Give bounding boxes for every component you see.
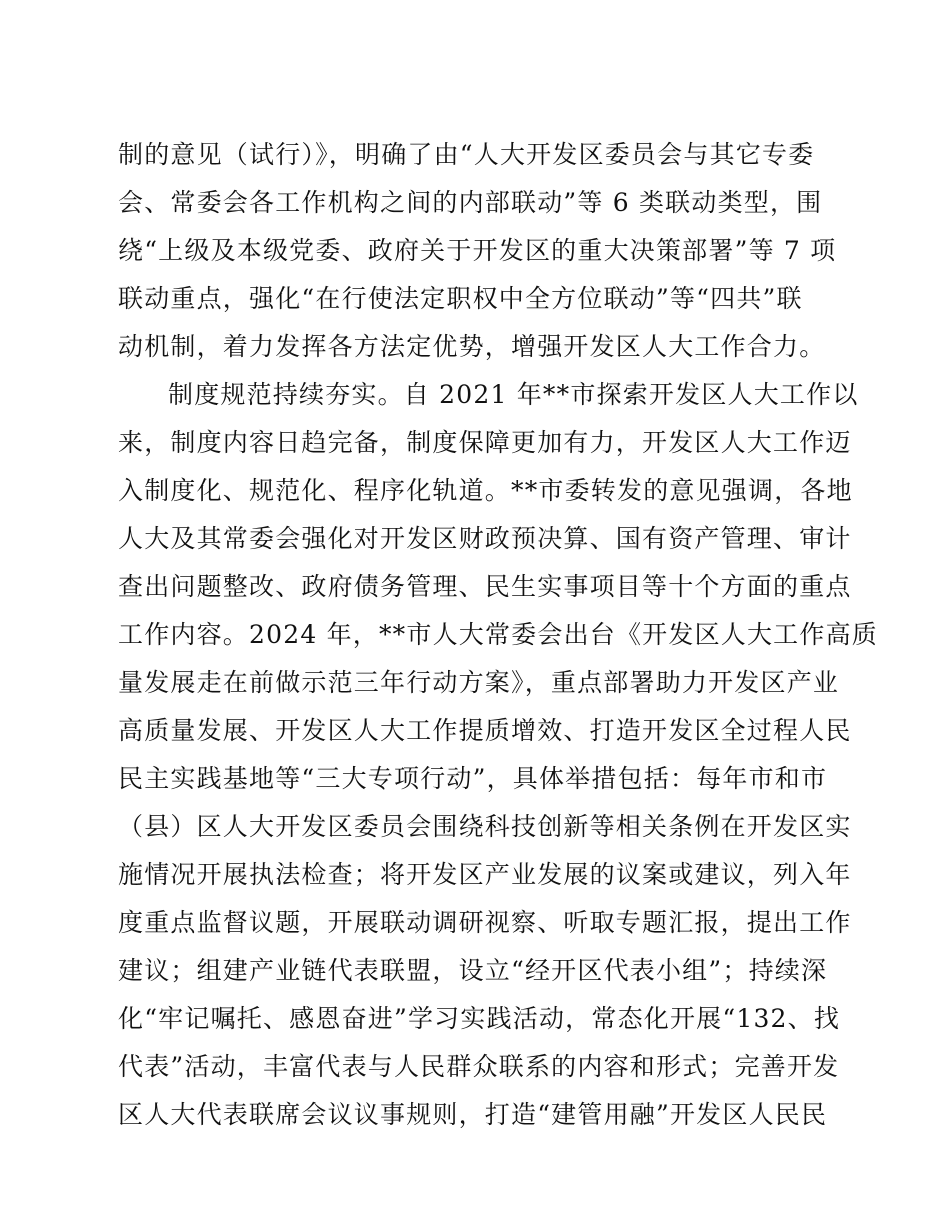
text-line: 工作内容。2024 年，**市人大常委会出台《开发区人大工作高质: [118, 620, 878, 649]
paragraph-institutional-norms: [118, 371, 878, 1139]
text-line: 民主实践基地等“三大专项行动”，具体举措包括：每年市和市: [118, 764, 828, 793]
text-line: 来，制度内容日趋完备，制度保障更加有力，开发区人大工作迈: [118, 428, 852, 457]
text-line: 化“牢记嘱托、感恩奋进”学习实践活动，常态化开展“132、找: [118, 1004, 841, 1033]
text-line: 高质量发展、开发区人大工作提质增效、打造开发区全过程人民: [118, 716, 852, 745]
text-line: 施情况开展执法检查；将开发区产业发展的议案或建议，列入年: [118, 860, 852, 889]
text-line: 制度规范持续夯实。自 2021 年**市探索开发区人大工作以: [168, 380, 859, 409]
paragraph-continuation: [118, 131, 838, 371]
text-line: 度重点监督议题，开展联动调研视察、听取专题汇报，提出工作: [118, 908, 852, 937]
text-line: （县）区人大开发区委员会围绕科技创新等相关条例在开发区实: [118, 812, 852, 841]
text-line: 人大及其常委会强化对开发区财政预决算、国有资产管理、审计: [118, 524, 852, 553]
text-line: 代表”活动，丰富代表与人民群众联系的内容和形式；完善开发: [118, 1052, 840, 1081]
text-line: 量发展走在前做示范三年行动方案》，重点部署助力开发区产业: [118, 668, 840, 697]
text-line: 建议；组建产业链代表联盟，设立“经开区代表小组”；持续深: [118, 956, 828, 985]
text-line: 查出问题整改、政府债务管理、民生实事项目等十个方面的重点: [118, 572, 852, 601]
body-text: [118, 131, 878, 1139]
text-line: 动机制，着力发挥各方法定优势，增强开发区人大工作合力。: [118, 332, 826, 361]
text-line: 入制度化、规范化、程序化轨道。**市委转发的意见强调，各地: [118, 476, 853, 505]
text-line: 绕“上级及本级党委、政府关于开发区的重大决策部署”等 7 项: [118, 236, 837, 265]
text-line: 制的意见（试行）》，明确了由“人大开发区委员会与其它专委: [118, 140, 815, 169]
text-line: 区人大代表联席会议议事规则，打造“建管用融”开发区人民民: [118, 1100, 828, 1129]
text-line: 会、常委会各工作机构之间的内部联动”等 6 类联动类型，围: [118, 188, 823, 217]
text-line: 联动重点，强化“在行使法定职权中全方位联动”等“四共”联: [118, 284, 803, 313]
